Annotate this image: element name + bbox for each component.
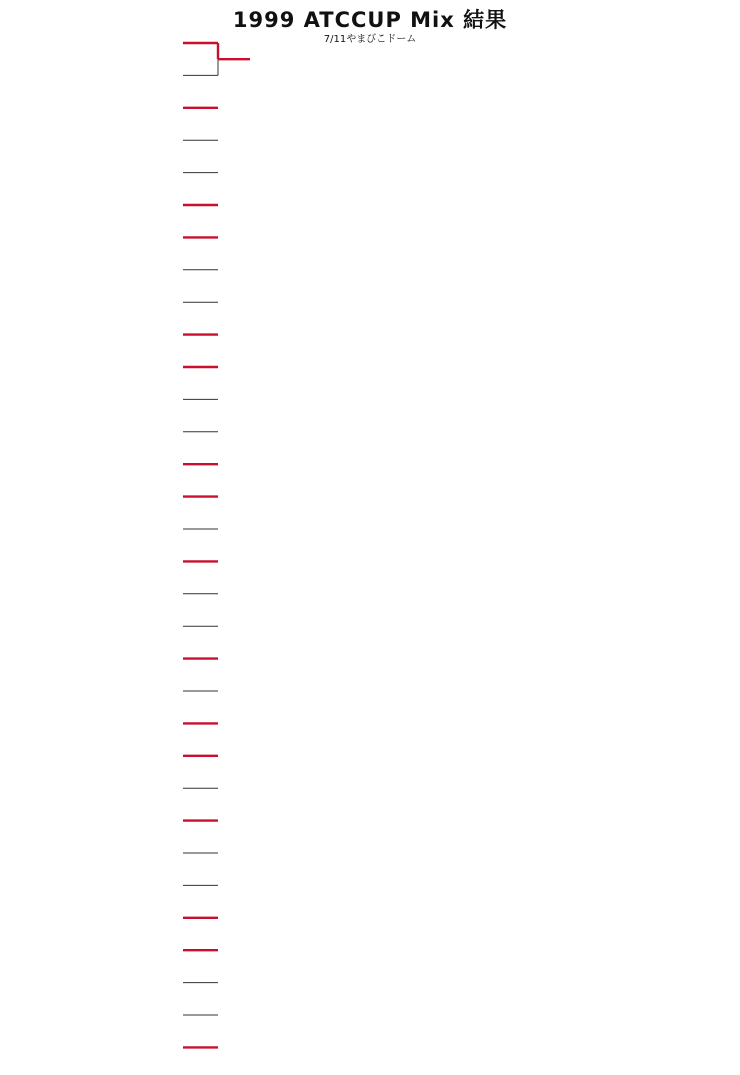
page-title: 1999 ATCCUP Mix 結果: [232, 8, 508, 32]
event-subtitle: 7/11やまびこドーム: [323, 34, 417, 45]
